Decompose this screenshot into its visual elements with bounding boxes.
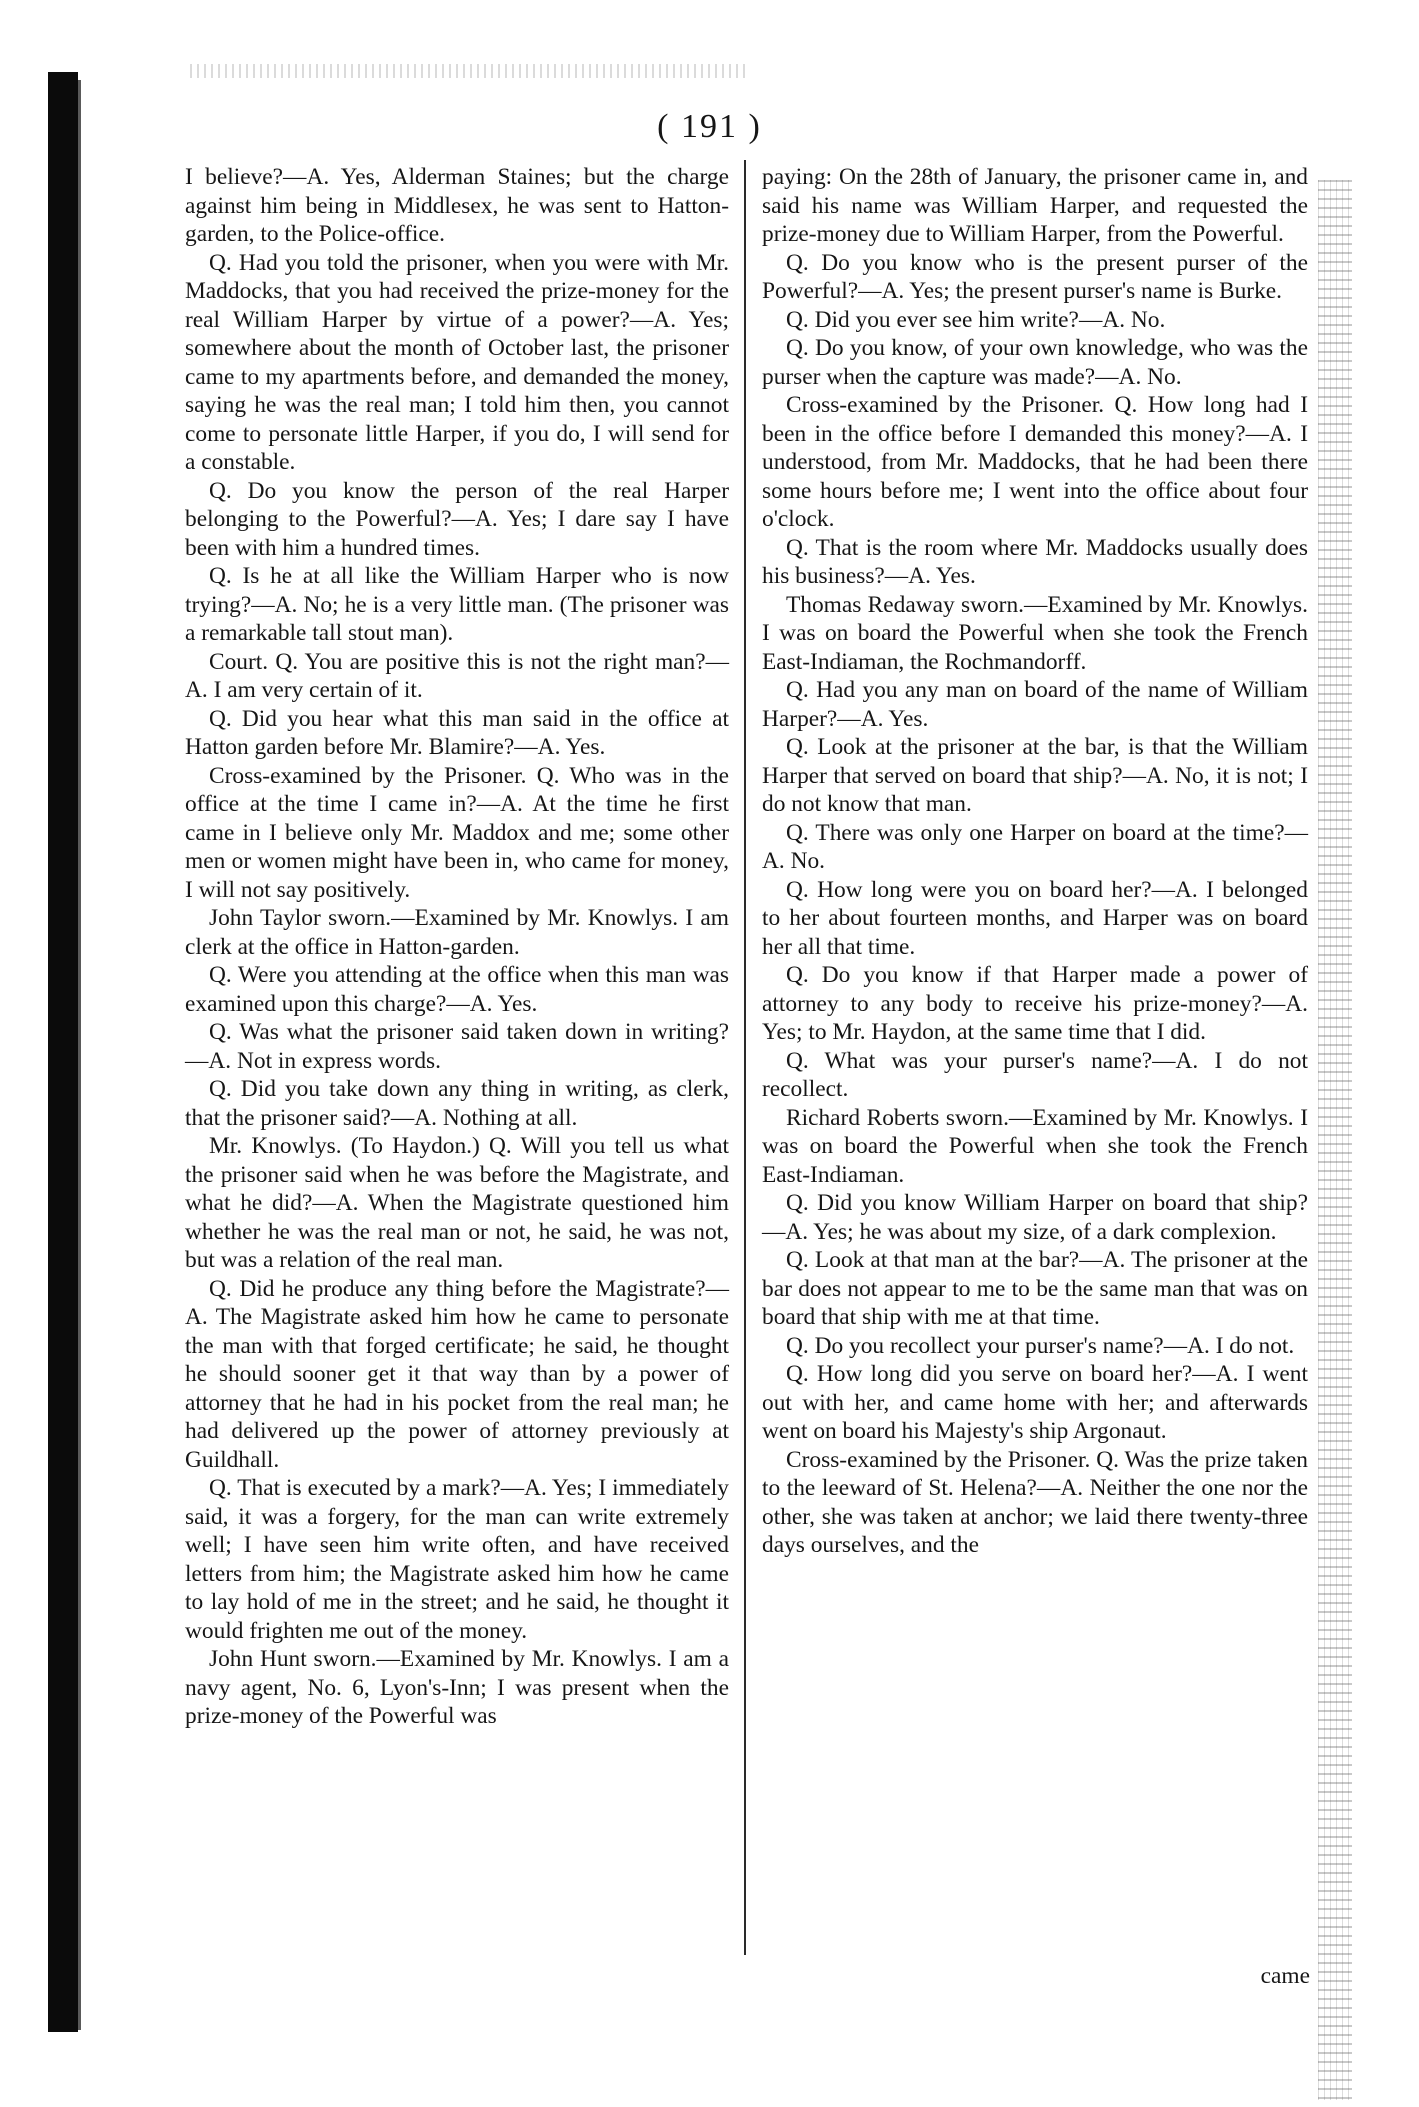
paragraph: Q. Do you know if that Harper made a power of attorney to any body to receive his prize-money?—A. Yes; to Mr. Haydon, at the same time that I did. <box>762 962 1308 1045</box>
spine-edge-line <box>78 80 81 2030</box>
column-divider <box>744 160 746 1955</box>
paragraph: Q. Is he at all like the William Harper who is now trying?—A. No; he is a very little man. (The prisoner was a remarkable tall stout man). <box>185 563 729 646</box>
scan-noise-right-edge <box>1318 180 1352 2100</box>
paragraph: Q. Do you recollect your purser's name?—A. I do not. <box>786 1332 1295 1359</box>
paragraph: Q. Did you hear what this man said in the office at Hatton garden before Mr. Blamire?—A. Yes. <box>185 705 729 760</box>
left-column <box>185 163 729 1731</box>
paragraph: Q. Look at the prisoner at the bar, is that the William Harper that served on board that ship?—A. No, it is not; I do not know that man. <box>762 734 1308 817</box>
paragraph: Q. That is the room where Mr. Maddocks usually does his business?—A. Yes. <box>762 534 1308 589</box>
paragraph: Q. Was what the prisoner said taken down in writing?—A. Not in express words. <box>185 1019 729 1074</box>
book-spine-shadow <box>48 72 78 2032</box>
paragraph: Richard Roberts sworn.—Examined by Mr. Knowlys. I was on board the Powerful when she took the French East-Indiaman. <box>762 1104 1308 1188</box>
paragraph: Q. There was only one Harper on board at the time?—A. No. <box>762 819 1308 874</box>
paragraph: Q. That is executed by a mark?—A. Yes; I immediately said, it was a forgery, for the man can write extremely well; I have seen him write often, and have received letters from him; the Magistrate asked him how he came to lay hold of me in the street; and he said, he thought it would frighten me out of the money. <box>185 1475 729 1644</box>
paragraph: Q. Look at that man at the bar?—A. The prisoner at the bar does not appear to me to be the same man that was on board that ship with me at that time. <box>762 1247 1308 1330</box>
paragraph: Q. How long were you on board her?—A. I belonged to her about fourteen months, and Harper was on board her all that time. <box>762 876 1308 960</box>
paragraph: John Taylor sworn.—Examined by Mr. Knowlys. I am clerk at the office in Hatton-garden. <box>185 905 729 960</box>
catchword: came <box>1260 1963 1310 1989</box>
paragraph: Q. Were you attending at the office when this man was examined upon this charge?—A. Yes. <box>185 962 729 1017</box>
paragraph: Q. Do you know the person of the real Harper belonging to the Powerful?—A. Yes; I dare say I have been with him a hundred times. <box>185 477 729 561</box>
paragraph: Q. How long did you serve on board her?—A. I went out with her, and came home with her; and afterwards went on board his Majesty's ship Argonaut. <box>762 1361 1308 1444</box>
paragraph: Q. Did you take down any thing in writing, as clerk, that the prisoner said?—A. Nothing at all. <box>185 1076 729 1131</box>
paragraph: Cross-examined by the Prisoner. Q. Who was in the office at the time I came in?—A. At the time he first came in I believe only Mr. Maddox and me; some other men or women might have been in, who came for money, I will not say positively. <box>185 762 729 903</box>
paragraph: John Hunt sworn.—Examined by Mr. Knowlys. I am a navy agent, No. 6, Lyon's-Inn; I was present when the prize-money of the Powerful was <box>185 1646 729 1729</box>
paragraph: Court. Q. You are positive this is not the right man?—A. I am very certain of it. <box>185 648 729 703</box>
paragraph: Q. Did you ever see him write?—A. No. <box>786 306 1166 333</box>
scan-noise-top <box>190 64 750 78</box>
paragraph: paying: On the 28th of January, the prisoner came in, and said his name was William Harper, and requested the prize-money due to William Harper, from the Powerful. <box>762 164 1308 247</box>
paragraph: Q. Had you told the prisoner, when you were with Mr. Maddocks, that you had received the prize-money for the real William Harper by virtue of a power?—A. Yes; somewhere about the month of October last, the prisoner came to my apartments before, and demanded the money, saying he was the real man; I told him then, you cannot come to personate little Harper, if you do, I will send for a constable. <box>185 249 729 475</box>
paragraph: I believe?—A. Yes, Alderman Staines; but the charge against him being in Middlesex, he was sent to Hatton-garden, to the Police-office. <box>185 164 729 247</box>
paragraph: Q. What was your purser's name?—A. I do not recollect. <box>762 1047 1308 1102</box>
paragraph: Q. Had you any man on board of the name of William Harper?—A. Yes. <box>762 677 1308 732</box>
paragraph: Cross-examined by the Prisoner. Q. Was the prize taken to the leeward of St. Helena?—A. Neither the one nor the other, she was taken at anchor; we laid there twenty-three days ourselves, and the <box>762 1446 1308 1558</box>
paragraph: Cross-examined by the Prisoner. Q. How long had I been in the office before I demanded this money?—A. I understood, from Mr. Maddocks, that he had been there some hours before me; I went into the office about four o'clock. <box>762 392 1308 532</box>
page-number: ( 191 ) <box>657 108 762 145</box>
paragraph: Q. Did you know William Harper on board that ship?—A. Yes; he was about my size, of a dark complexion. <box>762 1190 1308 1245</box>
right-column <box>762 163 1308 1560</box>
paragraph: Q. Do you know, of your own knowledge, who was the purser when the capture was made?—A. No. <box>762 335 1308 390</box>
paragraph: Thomas Redaway sworn.—Examined by Mr. Knowlys. I was on board the Powerful when she took the French East-Indiaman, the Rochmandorff. <box>762 591 1308 675</box>
paragraph: Q. Do you know who is the present purser of the Powerful?—A. Yes; the present purser's name is Burke. <box>762 249 1308 304</box>
paragraph: Q. Did he produce any thing before the Magistrate?—A. The Magistrate asked him how he came to personate the man with that forged certificate; he said, he thought he should sooner get it that way than by a power of attorney that he had in his pocket from the real man; he had delivered up the power of attorney previously at Guildhall. <box>185 1275 729 1473</box>
paragraph: Mr. Knowlys. (To Haydon.) Q. Will you tell us what the prisoner said when he was before the Magistrate, and what he did?—A. When the Magistrate questioned him whether he was the real man or not, he said, he was not, but was a relation of the real man. <box>185 1133 729 1273</box>
